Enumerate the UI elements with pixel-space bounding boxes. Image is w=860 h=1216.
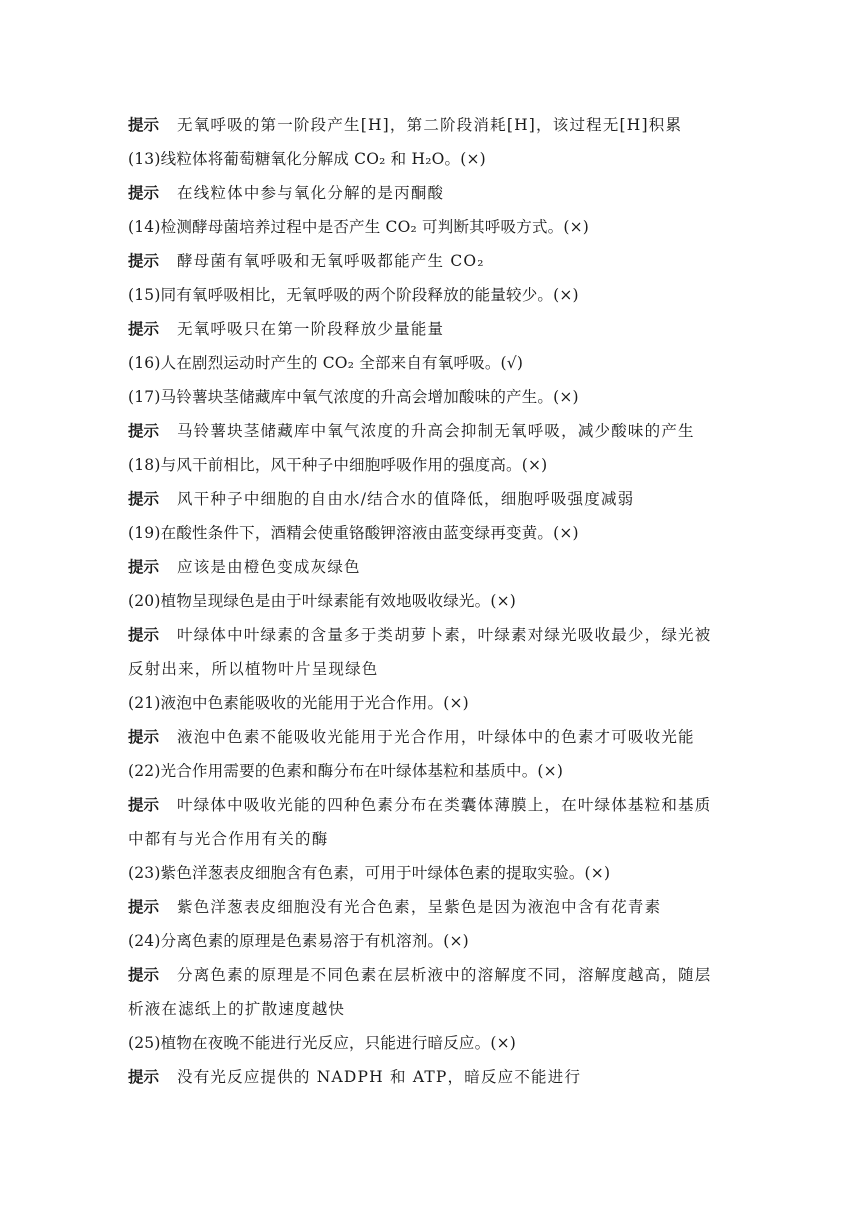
question-text: (20)植物呈现绿色是由于叶绿素能有效地吸收绿光。(×) xyxy=(128,592,517,610)
question-line xyxy=(128,584,740,618)
question-text: (22)光合作用需要的色素和酶分布在叶绿体基粒和基质中。(×) xyxy=(128,762,564,780)
tip-text: 析液在滤纸上的扩散速度越快 xyxy=(128,1000,346,1018)
tip-label: 提示 xyxy=(128,422,160,440)
tip-text: 叶绿体中吸收光能的四种色素分布在类囊体薄膜上，在叶绿体基粒和基质 xyxy=(177,796,712,814)
tip-label: 提示 xyxy=(128,558,160,576)
tip-text: 没有光反应提供的 NADPH 和 ATP，暗反应不能进行 xyxy=(177,1068,582,1086)
tip-label: 提示 xyxy=(128,626,160,644)
question-line xyxy=(128,142,740,176)
question-text: (16)人在剧烈运动时产生的 CO₂ 全部来自有氧呼吸。(√) xyxy=(128,354,524,372)
tip-continuation xyxy=(128,652,740,686)
tip-line xyxy=(128,1060,740,1094)
question-text: (14)检测酵母菌培养过程中是否产生 CO₂ 可判断其呼吸方式。(×) xyxy=(128,218,590,236)
tip-label: 提示 xyxy=(128,728,160,746)
question-text: (17)马铃薯块茎储藏库中氧气浓度的升高会增加酸味的产生。(×) xyxy=(128,388,579,406)
tip-line xyxy=(128,312,740,346)
tip-label: 提示 xyxy=(128,320,160,338)
tip-label: 提示 xyxy=(128,184,160,202)
tip-text: 马铃薯块茎储藏库中氧气浓度的升高会抑制无氧呼吸，减少酸味的产生 xyxy=(177,422,695,440)
tip-text: 分离色素的原理是不同色素在层析液中的溶解度不同，溶解度越高，随层 xyxy=(177,966,712,984)
question-line xyxy=(128,924,740,958)
tip-label: 提示 xyxy=(128,966,160,984)
question-line xyxy=(128,1026,740,1060)
tip-line xyxy=(128,720,740,754)
tip-text: 在线粒体中参与氧化分解的是丙酮酸 xyxy=(177,184,445,202)
tip-label: 提示 xyxy=(128,796,160,814)
tip-continuation xyxy=(128,822,740,856)
question-text: (19)在酸性条件下，酒精会使重铬酸钾溶液由蓝变绿再变黄。(×) xyxy=(128,524,579,542)
tip-continuation xyxy=(128,992,740,1026)
question-line xyxy=(128,278,740,312)
tip-label: 提示 xyxy=(128,898,160,916)
question-text: (15)同有氧呼吸相比，无氧呼吸的两个阶段释放的能量较少。(×) xyxy=(128,286,579,304)
question-text: (21)液泡中色素能吸收的光能用于光合作用。(×) xyxy=(128,694,469,712)
tip-text: 无氧呼吸只在第一阶段释放少量能量 xyxy=(177,320,445,338)
question-line xyxy=(128,346,740,380)
tip-line xyxy=(128,890,740,924)
question-line xyxy=(128,516,740,550)
tip-text: 酵母菌有氧呼吸和无氧呼吸都能产生 CO₂ xyxy=(177,252,485,270)
question-line xyxy=(128,380,740,414)
tip-line xyxy=(128,244,740,278)
tip-text: 紫色洋葱表皮细胞没有光合色素，呈紫色是因为液泡中含有花青素 xyxy=(177,898,662,916)
question-line xyxy=(128,210,740,244)
question-line xyxy=(128,856,740,890)
question-text: (23)紫色洋葱表皮细胞含有色素，可用于叶绿体色素的提取实验。(×) xyxy=(128,864,611,882)
tip-line xyxy=(128,788,740,822)
tip-text: 反射出来，所以植物叶片呈现绿色 xyxy=(128,660,379,678)
question-text: (13)线粒体将葡萄糖氧化分解成 CO₂ 和 H₂O。(×) xyxy=(128,150,486,168)
tip-text: 中都有与光合作用有关的酶 xyxy=(128,830,329,848)
tip-line xyxy=(128,958,740,992)
tip-label: 提示 xyxy=(128,1068,160,1086)
tip-line xyxy=(128,550,740,584)
tip-line xyxy=(128,482,740,516)
question-text: (24)分离色素的原理是色素易溶于有机溶剂。(×) xyxy=(128,932,469,950)
tip-label: 提示 xyxy=(128,490,160,508)
question-text: (18)与风干前相比，风干种子中细胞呼吸作用的强度高。(×) xyxy=(128,456,548,474)
question-text: (25)植物在夜晚不能进行光反应，只能进行暗反应。(×) xyxy=(128,1034,517,1052)
tip-text: 液泡中色素不能吸收光能用于光合作用，叶绿体中的色素才可吸收光能 xyxy=(177,728,695,746)
question-line xyxy=(128,754,740,788)
tip-label: 提示 xyxy=(128,116,160,134)
tip-text: 应该是由橙色变成灰绿色 xyxy=(177,558,361,576)
question-line xyxy=(128,448,740,482)
tip-line xyxy=(128,618,740,652)
tip-text: 叶绿体中叶绿素的含量多于类胡萝卜素，叶绿素对绿光吸收最少，绿光被 xyxy=(177,626,712,644)
tip-label: 提示 xyxy=(128,252,160,270)
tip-line xyxy=(128,176,740,210)
tip-line xyxy=(128,108,740,142)
tip-line xyxy=(128,414,740,448)
tip-text: 无氧呼吸的第一阶段产生[H]，第二阶段消耗[H]，该过程无[H]积累 xyxy=(177,116,683,134)
tip-text: 风干种子中细胞的自由水/结合水的值降低，细胞呼吸强度减弱 xyxy=(177,490,635,508)
question-line xyxy=(128,686,740,720)
